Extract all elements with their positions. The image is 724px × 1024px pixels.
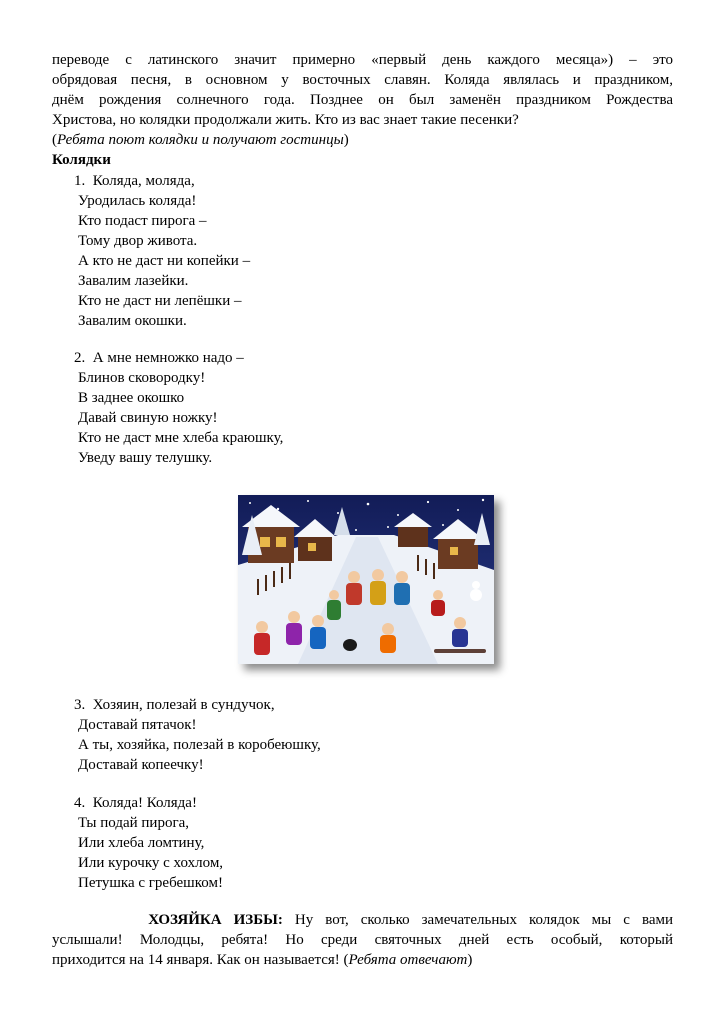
- verse-1-line-1: [74, 171, 195, 191]
- verse-1-line-2: Уродилась коляда!: [78, 193, 197, 209]
- outro-line-1-text: Ну вот, сколько замечательных колядок мы с вами: [294, 912, 674, 928]
- verse-2-line-4: Давай свиную ножку!: [78, 410, 218, 426]
- section-heading: Колядки: [52, 152, 111, 168]
- verse-3-line-1: [74, 695, 275, 715]
- verse-4-line-4: Или курочку с хохлом,: [78, 855, 224, 871]
- intro-stage-direction: [52, 130, 673, 150]
- verse-number: 2.: [74, 350, 86, 366]
- intro-line-1: переводе с латинского значит примерно «первый день каждого месяца») – это: [52, 52, 673, 68]
- outro-line-1: [52, 910, 673, 930]
- verse-4-line-2: Ты подай пирога,: [78, 815, 190, 831]
- verse-text: А мне немножко надо –: [92, 350, 244, 366]
- paren-close: ): [343, 132, 349, 148]
- verse-1-line-8: Завалим окошки.: [78, 313, 187, 329]
- verse-2-line-3: В заднее окошко: [78, 390, 185, 406]
- verse-2-line-1: [74, 348, 244, 368]
- verse-text: Коляда! Коляда!: [92, 795, 197, 811]
- verse-1-line-4: Тому двор живота.: [78, 233, 198, 249]
- verse-1-line-7: Кто не даст ни лепёшки –: [78, 293, 242, 309]
- verse-4-line-3: Или хлеба ломтину,: [78, 835, 205, 851]
- outro-paragraph: [52, 910, 673, 970]
- intro-paragraph: [52, 50, 673, 150]
- verse-2-line-2: Блинов сковородку!: [78, 370, 206, 386]
- outro-line-3-text: приходится на 14 января. Как он называется! (: [52, 952, 349, 968]
- verse-1-line-5: А кто не даст ни копейки –: [78, 253, 251, 269]
- verse-number: 4.: [74, 795, 86, 811]
- verse-number: 1.: [74, 173, 86, 189]
- intro-line-4: Христова, но колядки продолжали жить. Кто из вас знает такие песенки?: [52, 112, 519, 128]
- verse-3-line-2: Доставай пятачок!: [78, 717, 197, 733]
- verse-text: Коляда, моляда,: [92, 173, 195, 189]
- verse-2-line-5: Кто не даст мне хлеба краюшку,: [78, 430, 284, 446]
- verse-3-line-3: А ты, хозяйка, полезай в коробеюшку,: [78, 737, 321, 753]
- verse-3-line-4: Доставай копеечку!: [78, 757, 204, 773]
- verse-2-line-6: Уведу вашу телушку.: [78, 450, 213, 466]
- paren-close: ): [467, 952, 473, 968]
- verse-1-line-6: Завалим лазейки.: [78, 273, 189, 289]
- outro-line-3: [52, 950, 673, 970]
- stage-direction-text: Ребята поют колядки и получают гостинцы: [57, 132, 344, 148]
- intro-line-2: обрядовая песня, в основном у восточных славян. Коляда являлась и праздником,: [52, 72, 673, 88]
- outro-line-2: услышали! Молодцы, ребята! Но среди святочных дней есть особый, который: [52, 932, 673, 948]
- winter-carolers-illustration: [238, 495, 494, 664]
- verse-4-line-5: Петушка с гребешком!: [78, 875, 223, 891]
- verse-text: Хозяин, полезай в сундучок,: [92, 697, 275, 713]
- paren-open: (: [52, 132, 57, 148]
- verse-4-line-1: [74, 793, 197, 813]
- verse-1-line-3: Кто подаст пирога –: [78, 213, 207, 229]
- stage-direction-text: Ребята отвечают: [348, 952, 468, 968]
- verse-number: 3.: [74, 697, 86, 713]
- speaker-name: ХОЗЯЙКА ИЗБЫ:: [148, 912, 283, 928]
- intro-line-3: днём рождения солнечного года. Позднее он был заменён праздником Рождества: [52, 92, 673, 108]
